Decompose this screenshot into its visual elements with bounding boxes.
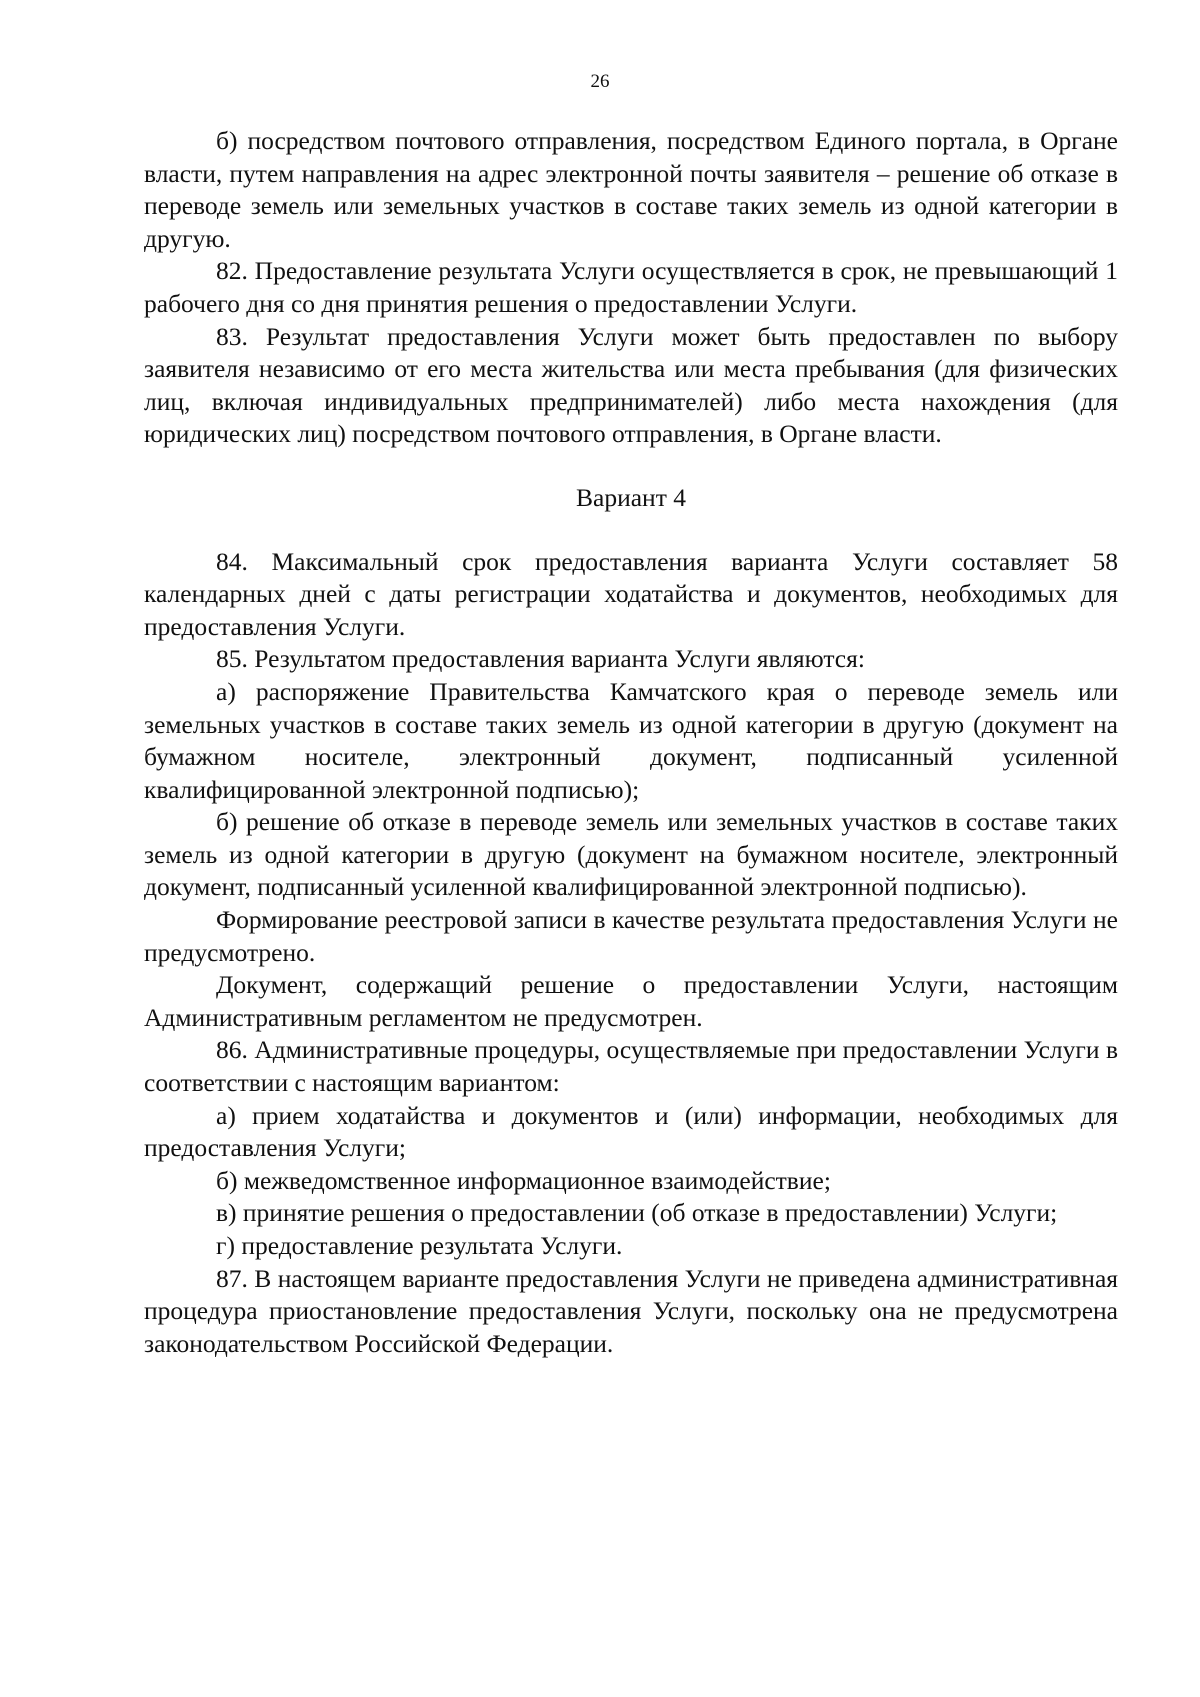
page-number: 26 [590, 71, 610, 92]
list-item-85a: а) распоряжение Правительства Камчатского края о переводе земель или земельных участков в составе таких земель из одной категории в другую (документ на бумажном носителе, электронный документ, подписанный усиленной квалифицированной электронной подписью); [144, 676, 1118, 804]
document-body [144, 125, 1118, 1360]
paragraph-85: 85. Результатом предоставления варианта Услуги являются: [216, 644, 865, 674]
paragraph-registry-record: Формирование реестровой записи в качестве результата предоставления Услуги не предусмотрено. [144, 905, 1118, 967]
paragraph-83: 83. Результат предоставления Услуги может быть предоставлен по выбору заявителя независимо от его места жительства или места пребывания (для физических лиц, включая индивидуальных предпринимателей) либо места нахождения (для юридических лиц) посредством почтового отправления, в Органе власти. [144, 321, 1118, 449]
paragraph-result-delivery-refusal: б) посредством почтового отправления, посредством Единого портала, в Органе власти, путем направления на адрес электронной почты заявителя – решение об отказе в переводе земель или земельных участков в составе таких земель из одной категории в другую. [144, 126, 1118, 253]
section-heading: Вариант 4 [576, 482, 686, 512]
list-item-85b: б) решение об отказе в переводе земель или земельных участков в составе таких земель из одной категории в другую (документ на бумажном носителе, электронный документ, подписанный усиленной квалифицированной электронной подписью). [144, 807, 1118, 902]
list-item-86d: г) предоставление результата Услуги. [216, 1231, 623, 1260]
paragraph-84: 84. Максимальный срок предоставления варианта Услуги составляет 58 календарных дней с даты регистрации ходатайства и документов, необходимых для предоставления Услуги. [144, 546, 1118, 641]
paragraph-87: 87. В настоящем варианте предоставления Услуги не приведена административная процедура приостановление предоставления Услуги, поскольку она не предусмотрена законодательством Российской Федерации. [144, 1263, 1118, 1358]
paragraph-82: 82. Предоставление результата Услуги осуществляется в срок, не превышающий 1 рабочего дня со дня принятия решения о предоставлении Услуги. [144, 256, 1118, 318]
list-item-86c: в) принятие решения о предоставлении (об отказе в предоставлении) Услуги; [216, 1198, 1058, 1228]
paragraph-decision-document: Документ, содержащий решение о предоставлении Услуги, настоящим Административным регламентом не предусмотрен. [144, 970, 1118, 1032]
list-item-86b: б) межведомственное информационное взаимодействие; [216, 1165, 831, 1195]
paragraph-86: 86. Административные процедуры, осуществляемые при предоставлении Услуги в соответствии с настоящим вариантом: [144, 1035, 1118, 1098]
list-item-86a: а) прием ходатайства и документов и (или) информации, необходимых для предоставления Услуги; [144, 1100, 1118, 1163]
